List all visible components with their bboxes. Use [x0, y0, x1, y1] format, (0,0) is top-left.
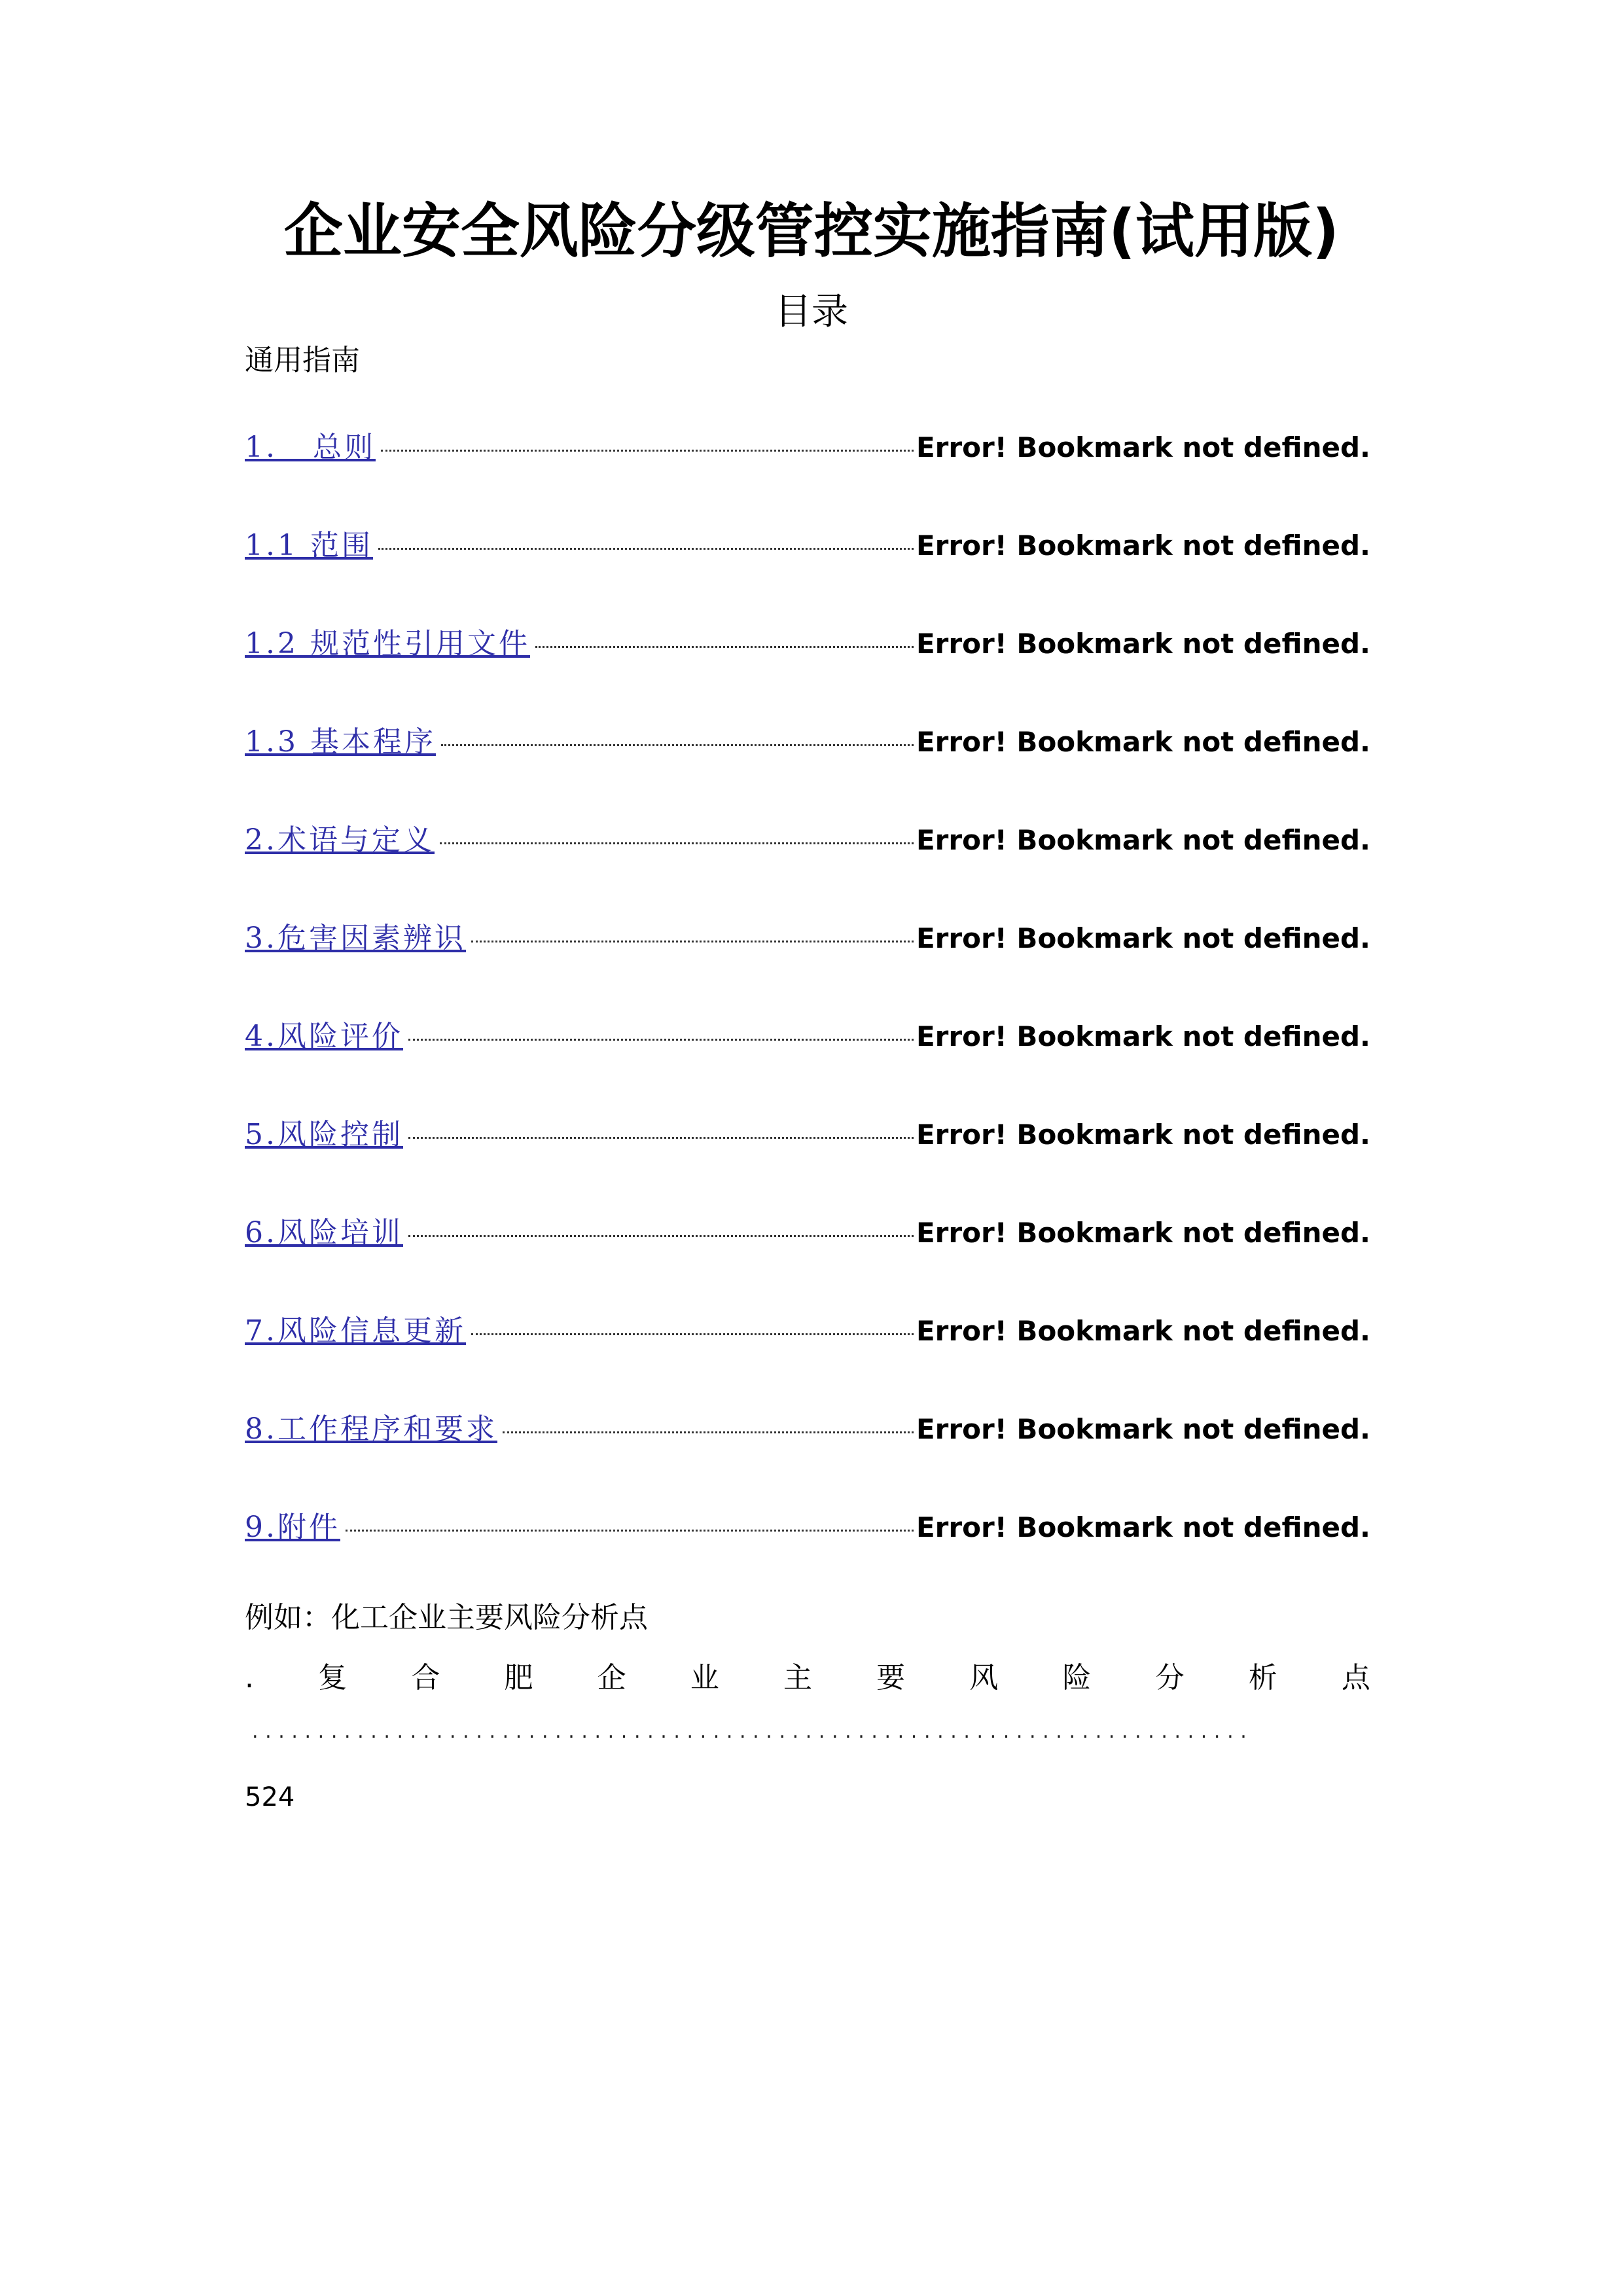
- toc-link[interactable]: 1.1 范围: [245, 529, 373, 562]
- toc-link[interactable]: 9.附件: [245, 1511, 340, 1544]
- toc-link[interactable]: 1.2 规范性引用文件: [245, 627, 530, 660]
- toc-dot-leader: [440, 842, 914, 844]
- toc-entry: [245, 526, 1370, 624]
- dot-leader-line: ............................................................................: [252, 1720, 1254, 1743]
- justified-char: 点: [1341, 1661, 1370, 1695]
- justified-char: .: [245, 1661, 254, 1695]
- toc-entry: [245, 624, 1370, 723]
- toc-dot-leader: [408, 1039, 914, 1041]
- toc-page-ref: Error! Bookmark not defined.: [916, 824, 1370, 856]
- justified-char: 险: [1062, 1661, 1092, 1695]
- justified-char: 复: [318, 1661, 348, 1695]
- justified-char: 析: [1248, 1661, 1277, 1695]
- toc-entry: [245, 1017, 1370, 1115]
- toc-link[interactable]: 8.工作程序和要求: [245, 1412, 497, 1446]
- toc-dot-leader: [471, 941, 914, 942]
- toc-heading: 目录: [775, 291, 848, 333]
- toc-dot-leader: [471, 1333, 914, 1335]
- toc-link[interactable]: 1.3 基本程序: [245, 725, 436, 759]
- toc-page-ref: Error! Bookmark not defined.: [916, 1217, 1370, 1249]
- toc-link[interactable]: 2.术语与定义: [245, 823, 435, 857]
- toc-dot-leader: [381, 450, 914, 452]
- toc-entry: [245, 428, 1370, 526]
- toc-dot-leader: [441, 744, 914, 746]
- justified-char: 肥: [504, 1661, 533, 1695]
- justified-char: 分: [1155, 1661, 1185, 1695]
- toc-page-ref: Error! Bookmark not defined.: [916, 431, 1370, 463]
- justified-char: 企: [597, 1661, 626, 1695]
- toc-page-ref: Error! Bookmark not defined.: [916, 628, 1370, 660]
- toc-link[interactable]: 7.风险信息更新: [245, 1314, 466, 1348]
- toc-entry: [245, 1213, 1370, 1312]
- justified-char: 要: [876, 1661, 906, 1695]
- toc-link[interactable]: 5.风险控制: [245, 1118, 403, 1151]
- toc-dot-leader: [408, 1137, 914, 1139]
- toc-entry: [245, 1508, 1370, 1606]
- toc-page-ref: Error! Bookmark not defined.: [916, 1413, 1370, 1445]
- toc-dot-leader: [535, 646, 914, 648]
- justified-char: 业: [690, 1661, 719, 1695]
- justified-heading-line: [245, 1661, 1370, 1696]
- toc-link[interactable]: 1. 总则: [245, 431, 376, 464]
- section-label: 通用指南: [245, 344, 360, 377]
- toc-page-ref: Error! Bookmark not defined.: [916, 922, 1370, 954]
- toc-page-ref: Error! Bookmark not defined.: [916, 1020, 1370, 1052]
- toc-entry: [245, 821, 1370, 919]
- toc-dot-leader: [408, 1235, 914, 1237]
- toc-dot-leader: [378, 548, 914, 550]
- toc-page-ref: Error! Bookmark not defined.: [916, 726, 1370, 758]
- toc-entry: [245, 1312, 1370, 1410]
- toc-page-ref: Error! Bookmark not defined.: [916, 529, 1370, 562]
- toc-entry: [245, 1115, 1370, 1213]
- toc-entry: [245, 1410, 1370, 1508]
- toc-page-ref: Error! Bookmark not defined.: [916, 1119, 1370, 1151]
- justified-char: 风: [969, 1661, 999, 1695]
- example-label: 例如：化工企业主要风险分析点: [245, 1601, 648, 1634]
- toc-entry: [245, 919, 1370, 1017]
- justified-char: 合: [411, 1661, 440, 1695]
- page-number: 524: [245, 1782, 295, 1812]
- toc-link[interactable]: 4.风险评价: [245, 1020, 403, 1053]
- document-title: 企业安全风险分级管控实施指南(试用版): [283, 197, 1340, 266]
- toc-dot-leader: [503, 1431, 914, 1433]
- toc-link[interactable]: 6.风险培训: [245, 1216, 403, 1249]
- toc-dot-leader: [346, 1530, 914, 1532]
- toc-entry: [245, 723, 1370, 821]
- table-of-contents: [245, 428, 1370, 1606]
- justified-char: 主: [783, 1661, 812, 1695]
- toc-link[interactable]: 3.危害因素辨识: [245, 922, 466, 955]
- toc-page-ref: Error! Bookmark not defined.: [916, 1511, 1370, 1543]
- toc-page-ref: Error! Bookmark not defined.: [916, 1315, 1370, 1347]
